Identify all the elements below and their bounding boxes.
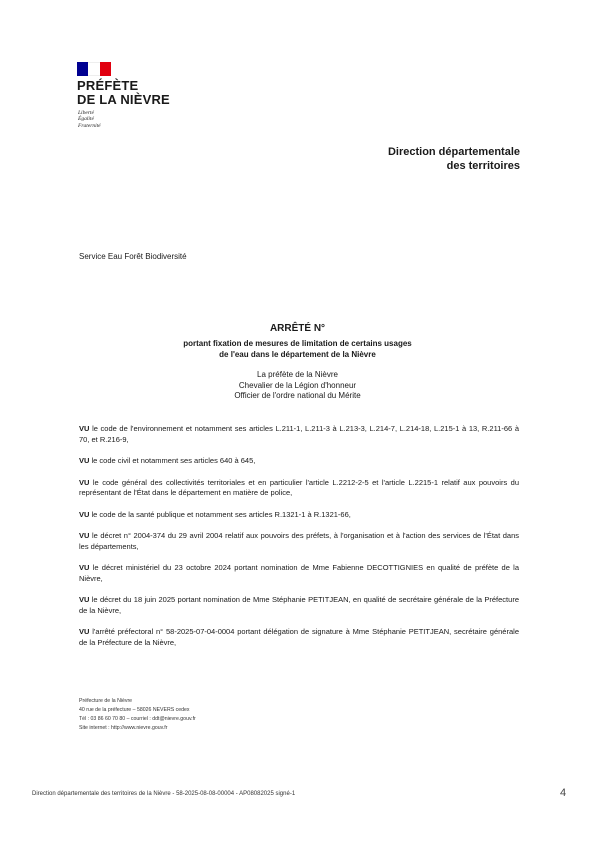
- vu-text: le code de l'environnement et notamment ses articles L.211-1, L.211-3 à L.213-3, L.214-7, L.214-18, L.215-1 à 13, R.211-66 à 70, et R.216-9,: [79, 424, 519, 444]
- vu-keyword: VU: [79, 595, 90, 604]
- arrete-title: ARRÊTÉ N°: [269, 323, 326, 334]
- vu-keyword: VU: [79, 509, 90, 519]
- vu-item: [79, 563, 519, 584]
- marianne-flag-icon: [77, 62, 111, 76]
- direction-heading: [388, 145, 520, 173]
- direction-line2: des territoires: [446, 160, 520, 172]
- republic-motto: [78, 110, 101, 129]
- prefete-line2: Chevalier de la Légion d'honneur: [238, 380, 357, 390]
- vu-keyword: VU: [79, 456, 90, 465]
- vu-keyword: VU: [79, 627, 90, 636]
- address-line1: Préfecture de la Nièvre: [79, 698, 133, 704]
- vu-text: le code civil et notamment ses articles 640 à 645,: [91, 456, 256, 465]
- vu-item: [79, 478, 519, 499]
- page-footer: Direction départementale des territoires de la Nièvre - 58-2025-08-08-00004 - AP08082025 signé-1: [32, 791, 296, 797]
- flag-blue: [77, 62, 88, 76]
- vu-text: le code général des collectivités territoriales et en particulier l'article L.2212-2-5 et l'article L.2215-1 relatif aux pouvoirs du représentant de l'État dans le département en matière de police,: [79, 477, 519, 497]
- vu-text: le décret du 18 juin 2025 portant nomination de Mme Stéphanie PETITJEAN, en qualité de secrétaire générale de la Préfecture de la Nièvre,: [79, 595, 519, 615]
- vu-text: l'arrêté préfectoral n° 58-2025-07-04-0004 portant délégation de signature à Mme Stéphanie PETITJEAN, secrétaire générale de la Préfecture de la Nièvre,: [79, 627, 519, 647]
- direction-line1: Direction départementale: [387, 146, 520, 158]
- address-line3: Tél : 03 86 60 70 80 – courriel : ddt@nievre.gouv.fr: [79, 716, 196, 722]
- vu-keyword: VU: [79, 424, 90, 433]
- prefete-line1: La préfète de la Nièvre: [257, 370, 338, 379]
- flag-red: [100, 62, 111, 76]
- vu-item: [79, 627, 519, 648]
- logo-line2: DE LA NIÈVRE: [77, 92, 170, 107]
- flag-white: [88, 62, 99, 76]
- vu-item: [79, 531, 519, 552]
- vu-item: [79, 510, 519, 521]
- prefete-titles: [0, 370, 595, 402]
- motto-egalite: Égalité: [78, 116, 94, 123]
- prefecture-address: [79, 697, 196, 733]
- arrete-subtitle-line2: de l'eau dans le département de la Nièvre: [219, 349, 376, 359]
- vu-keyword: VU: [79, 563, 90, 572]
- page-number: 4: [560, 787, 567, 799]
- vu-keyword: VU: [79, 477, 90, 487]
- vu-item: [79, 424, 519, 445]
- arrete-subtitle-line1: portant fixation de mesures de limitation de certains usages: [183, 339, 412, 348]
- address-line4: Site internet : http://www.nievre.gouv.fr: [79, 725, 168, 731]
- motto-fraternite: Fraternité: [78, 122, 101, 129]
- prefecture-logo-title: [77, 79, 170, 107]
- vu-list: [79, 424, 519, 659]
- vu-text: le décret n° 2004-374 du 29 avril 2004 relatif aux pouvoirs des préfets, à l'organisation et à l'action des services de l'État dans les départements,: [79, 531, 519, 551]
- arrete-subtitle: [0, 339, 595, 360]
- vu-item: [79, 456, 519, 467]
- motto-liberte: Liberté: [78, 110, 94, 116]
- address-line2: 40 rue de la préfecture – 58026 NEVERS cedex: [79, 707, 190, 713]
- prefete-line3: Officier de l'ordre national du Mérite: [234, 391, 361, 400]
- vu-text: le code de la santé publique et notamment ses articles R.1321-1 à R.1321-66,: [91, 509, 351, 519]
- vu-item: [79, 595, 519, 616]
- service-name: Service Eau Forêt Biodiversité: [79, 252, 187, 261]
- logo-line1: PRÉFÈTE: [77, 78, 139, 93]
- vu-keyword: VU: [79, 531, 90, 540]
- vu-text: le décret ministériel du 23 octobre 2024 portant nomination de Mme Fabienne DECOTTIGNIES en qualité de préfète de la Nièvre,: [79, 563, 519, 583]
